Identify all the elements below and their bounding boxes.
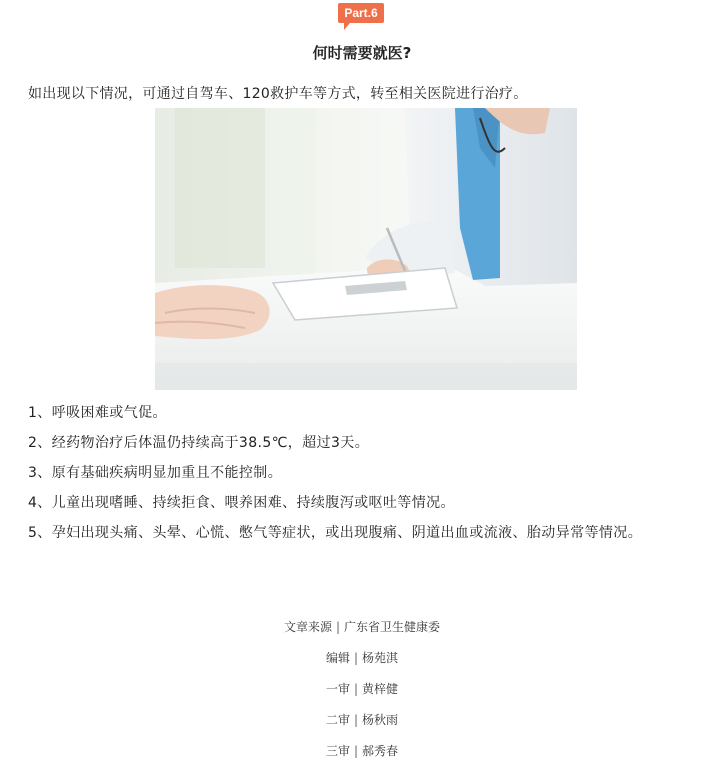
credit-value: 杨苑淇 (362, 651, 399, 665)
credit-label: 文章来源 (283, 620, 332, 634)
credit-label: 二审 (325, 713, 350, 727)
article-credits (0, 612, 724, 767)
credit-review-1 (0, 674, 724, 705)
part-badge: Part.6 (338, 3, 383, 23)
credit-separator: | (353, 713, 359, 727)
credit-review-2 (0, 705, 724, 736)
credit-value: 黄梓健 (362, 682, 399, 696)
intro-paragraph: 如出现以下情况，可通过自驾车、120救护车等方式，转至相关医院进行治疗。 (28, 86, 528, 102)
symptom-list (28, 398, 708, 548)
credit-label: 编辑 (325, 651, 350, 665)
credit-review-3 (0, 736, 724, 767)
credit-separator: | (335, 620, 341, 634)
credit-editor (0, 643, 724, 674)
credit-value: 广东省卫生健康委 (344, 620, 441, 634)
credit-value: 杨秋雨 (362, 713, 399, 727)
section-title: 何时需要就医? (312, 44, 412, 62)
doctor-consultation-photo (155, 108, 577, 390)
credit-label: 一审 (325, 682, 350, 696)
list-item: 4、儿童出现嗜睡、持续拒食、喂养困难、持续腹泻或呕吐等情况。 (28, 495, 455, 511)
list-item: 1、呼吸困难或气促。 (28, 405, 167, 421)
credit-source (0, 612, 724, 643)
doctor-photo-illustration (155, 108, 577, 390)
credit-separator: | (353, 744, 359, 758)
list-item: 2、经药物治疗后体温仍持续高于38.5℃，超过3天。 (28, 435, 370, 451)
list-item: 5、孕妇出现头痛、头晕、心慌、憋气等症状，或出现腹痛、阴道出血或流液、胎动异常等情况。 (28, 525, 643, 541)
credit-separator: | (353, 682, 359, 696)
credit-separator: | (353, 651, 359, 665)
list-item: 3、原有基础疾病明显加重且不能控制。 (28, 465, 283, 481)
credit-value: 郝秀春 (362, 744, 399, 758)
credit-label: 三审 (325, 744, 350, 758)
section-badge-wrap (0, 2, 724, 23)
